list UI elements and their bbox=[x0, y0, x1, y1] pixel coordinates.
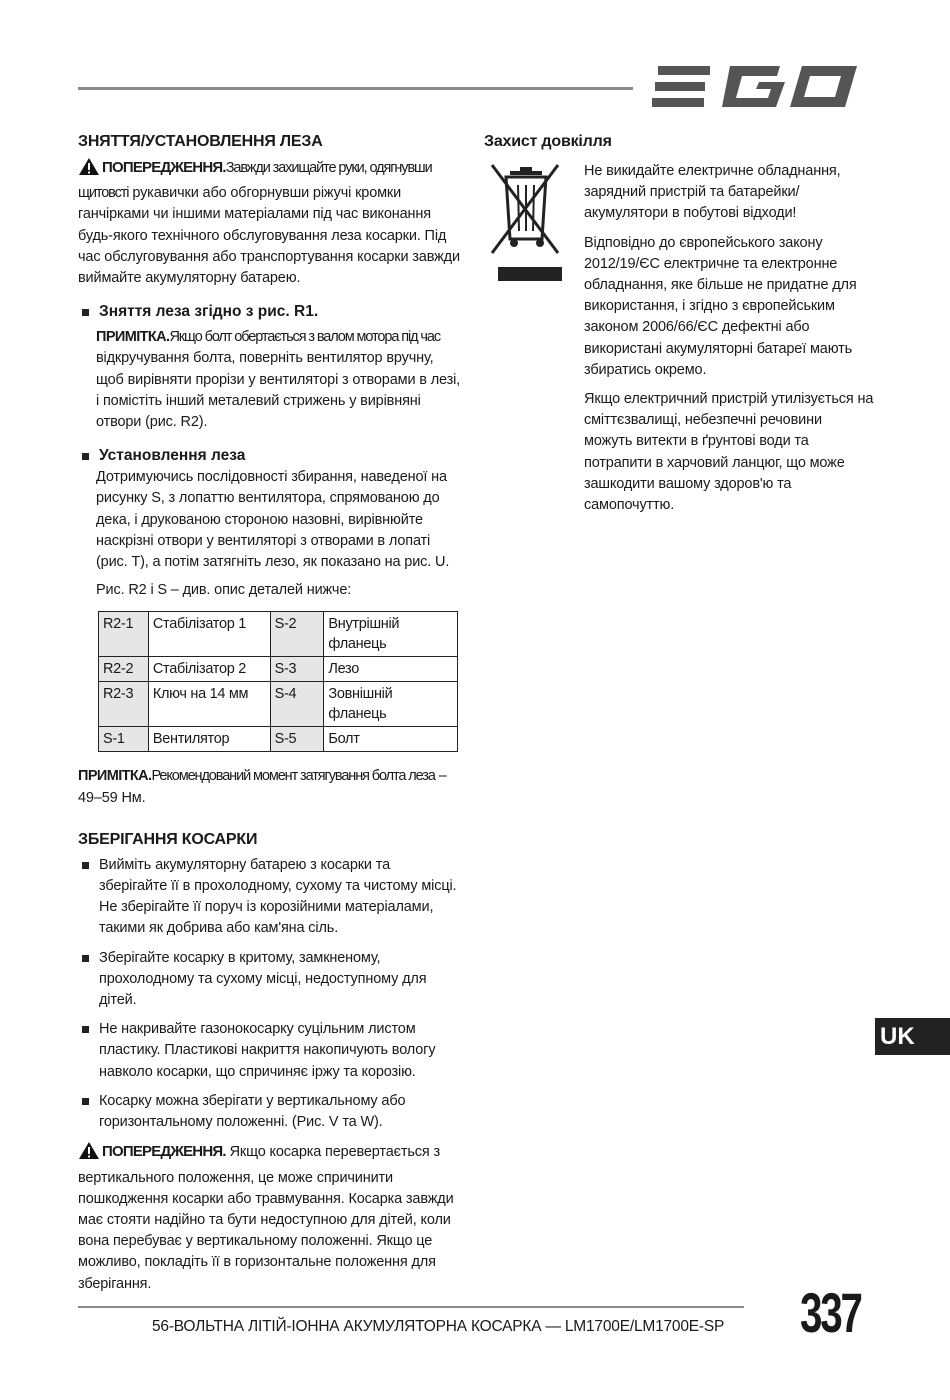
bullet-icon bbox=[82, 1026, 89, 1033]
note-removal bbox=[78, 327, 462, 433]
part-code: S-3 bbox=[270, 657, 324, 682]
warning-blade bbox=[78, 157, 462, 289]
environment-block bbox=[484, 161, 874, 524]
part-name: Лезо bbox=[324, 657, 458, 682]
parts-table bbox=[98, 611, 458, 752]
part-code: S-4 bbox=[270, 682, 324, 727]
part-code: R2-1 bbox=[99, 612, 149, 657]
note-text: відкручування болта, поверніть вентилятор вручну, щоб вирівняти прорізи у вентиляторі з отворами в лезі, і помістіть інший металевий стрижень у вирівняні отвори (рис. R2). bbox=[96, 350, 461, 431]
note-torque bbox=[78, 766, 462, 808]
bullet-icon bbox=[82, 1098, 89, 1105]
env-paragraph: Не викидайте електричне обладнання, зарядний пристрій та батарейки/ акумулятори в побутові відходи! bbox=[584, 163, 841, 222]
note-label: ПРИМІТКА. bbox=[78, 768, 152, 785]
part-name: Стабілізатор 2 bbox=[148, 657, 270, 682]
footer-rule bbox=[78, 1306, 744, 1308]
removal-heading bbox=[78, 303, 462, 321]
language-tab: UK bbox=[875, 1018, 950, 1055]
part-code: S-2 bbox=[270, 612, 324, 657]
weee-bin-icon bbox=[484, 161, 584, 524]
bullet-icon bbox=[82, 453, 89, 460]
ego-logo bbox=[652, 62, 862, 117]
list-item-text: Не накривайте газонокосарку суцільним листом пластику. Пластикові накриття накопичують вологу навколо косарки, що спричиняє іржу та корозію. bbox=[99, 1021, 436, 1080]
list-item bbox=[78, 948, 462, 1012]
note-lead: Якщо болт обертається з валом мотора під час bbox=[169, 329, 440, 346]
part-name: Внутрішній фланець bbox=[324, 612, 458, 657]
note-lead: Рекомендований момент затягування болта леза bbox=[151, 768, 435, 785]
header-rule bbox=[78, 87, 633, 90]
table-row bbox=[99, 612, 458, 657]
part-name: Болт bbox=[324, 727, 458, 752]
table-row bbox=[99, 682, 458, 727]
bullet-icon bbox=[82, 862, 89, 869]
storage-list bbox=[78, 855, 462, 1133]
warning-text: рукавички або обгорнувши ріжучі кромки ганчірками чи іншими матеріалами під час виконання будь-якого технічного обслуговування леза косарки. Під час обслуговування або транспортування косарки завжди виймайте акумуляторну батарею. bbox=[78, 185, 460, 287]
environment-text bbox=[584, 161, 874, 524]
footer-text: 56-ВОЛЬТНА ЛІТІЙ-ІОННА АКУМУЛЯТОРНА КОСАРКА — LM1700E/LM1700E-SP bbox=[152, 1318, 725, 1335]
note-text: – 49–59 Нм. bbox=[78, 768, 447, 806]
list-item-text: Косарку можна зберігати у вертикальному або горизонтальному положенні. (Рис. V та W). bbox=[99, 1092, 406, 1131]
part-name: Зовнішній фланець bbox=[324, 682, 458, 727]
bullet-icon bbox=[82, 955, 89, 962]
warning-lead: Завжди захищайте руки, одягнувши щитовсті bbox=[78, 160, 432, 202]
removal-heading-text: Зняття леза згідно з рис. R1. bbox=[99, 303, 319, 321]
list-item bbox=[78, 1091, 462, 1133]
section-title-environment: Захист довкілля bbox=[484, 133, 612, 150]
section-title-blade: ЗНЯТТЯ/УСТАНОВЛЕННЯ ЛЕЗА bbox=[78, 133, 323, 150]
right-column bbox=[484, 133, 874, 524]
part-name: Ключ на 14 мм bbox=[148, 682, 270, 727]
install-heading bbox=[78, 447, 462, 465]
list-item bbox=[78, 855, 462, 940]
table-caption: Рис. R2 і S – див. опис деталей нижче: bbox=[96, 582, 352, 599]
list-item bbox=[78, 1019, 462, 1083]
left-column bbox=[78, 133, 462, 1295]
part-code: S-1 bbox=[99, 727, 149, 752]
part-code: R2-3 bbox=[99, 682, 149, 727]
part-name: Стабілізатор 1 bbox=[148, 612, 270, 657]
warning-icon bbox=[78, 157, 100, 183]
table-row bbox=[99, 657, 458, 682]
warning-storage bbox=[78, 1141, 462, 1294]
table-row bbox=[99, 727, 458, 752]
part-code: R2-2 bbox=[99, 657, 149, 682]
env-paragraph: Відповідно до європейського закону 2012/19/ЄС електричне та електронне обладнання, яке більше не придатне для використання, і згідно з європейським законом 2006/66/ЄС дефектні або використані акумуляторні батареї мають збиратись окремо. bbox=[584, 234, 857, 378]
warning-icon bbox=[78, 1141, 100, 1167]
warning-text: Якщо косарка перевертається з вертикального положення, це може спричинити пошкодження косарки або травмування. Косарка завжди має стояти надійно та бути недоступною для дітей, коли вона перебуває у вертикальному положенні. Якщо це можливо, покладіть її в горизонтальне положення для зберігання. bbox=[78, 1144, 454, 1292]
warning-label: ПОПЕРЕДЖЕННЯ. bbox=[102, 159, 226, 176]
install-text: Дотримуючись послідовності збирання, наведеної на рисунку S, з лопаттю вентилятора, спрямованою до дека, і друкованою стороною назовні, вирівнюйте наскрізні отвори у вентиляторі з отворами в лопаті (рис. T), а потім затягніть лезо, як показано на рис. U. bbox=[96, 469, 450, 571]
install-heading-text: Установлення леза bbox=[99, 447, 246, 465]
part-code: S-5 bbox=[270, 727, 324, 752]
bullet-icon bbox=[82, 309, 89, 316]
section-title-storage: ЗБЕРІГАННЯ КОСАРКИ bbox=[78, 830, 258, 848]
note-label: ПРИМІТКА. bbox=[96, 329, 170, 346]
page-number: 337 bbox=[800, 1281, 861, 1344]
part-name: Вентилятор bbox=[148, 727, 270, 752]
env-paragraph: Якщо електричний пристрій утилізується на сміттєзвалищі, небезпечні речовини можуть витекти в ґрунтові води та потрапити в харчовий ланцюг, що може зашкодити вашому здоров'ю та самопочуттю. bbox=[584, 391, 874, 514]
warning-label: ПОПЕРЕДЖЕННЯ. bbox=[102, 1143, 226, 1161]
list-item-text: Вийміть акумуляторну батарею з косарки та зберігайте її в прохолодному, сухому та чистому місці. Не зберігайте її поруч із корозійними матеріалами, такими як добрива або кам'яна сіль. bbox=[99, 856, 457, 937]
list-item-text: Зберігайте косарку в критому, замкненому, прохолодному та сухому місці, недоступному для дітей. bbox=[99, 949, 427, 1009]
